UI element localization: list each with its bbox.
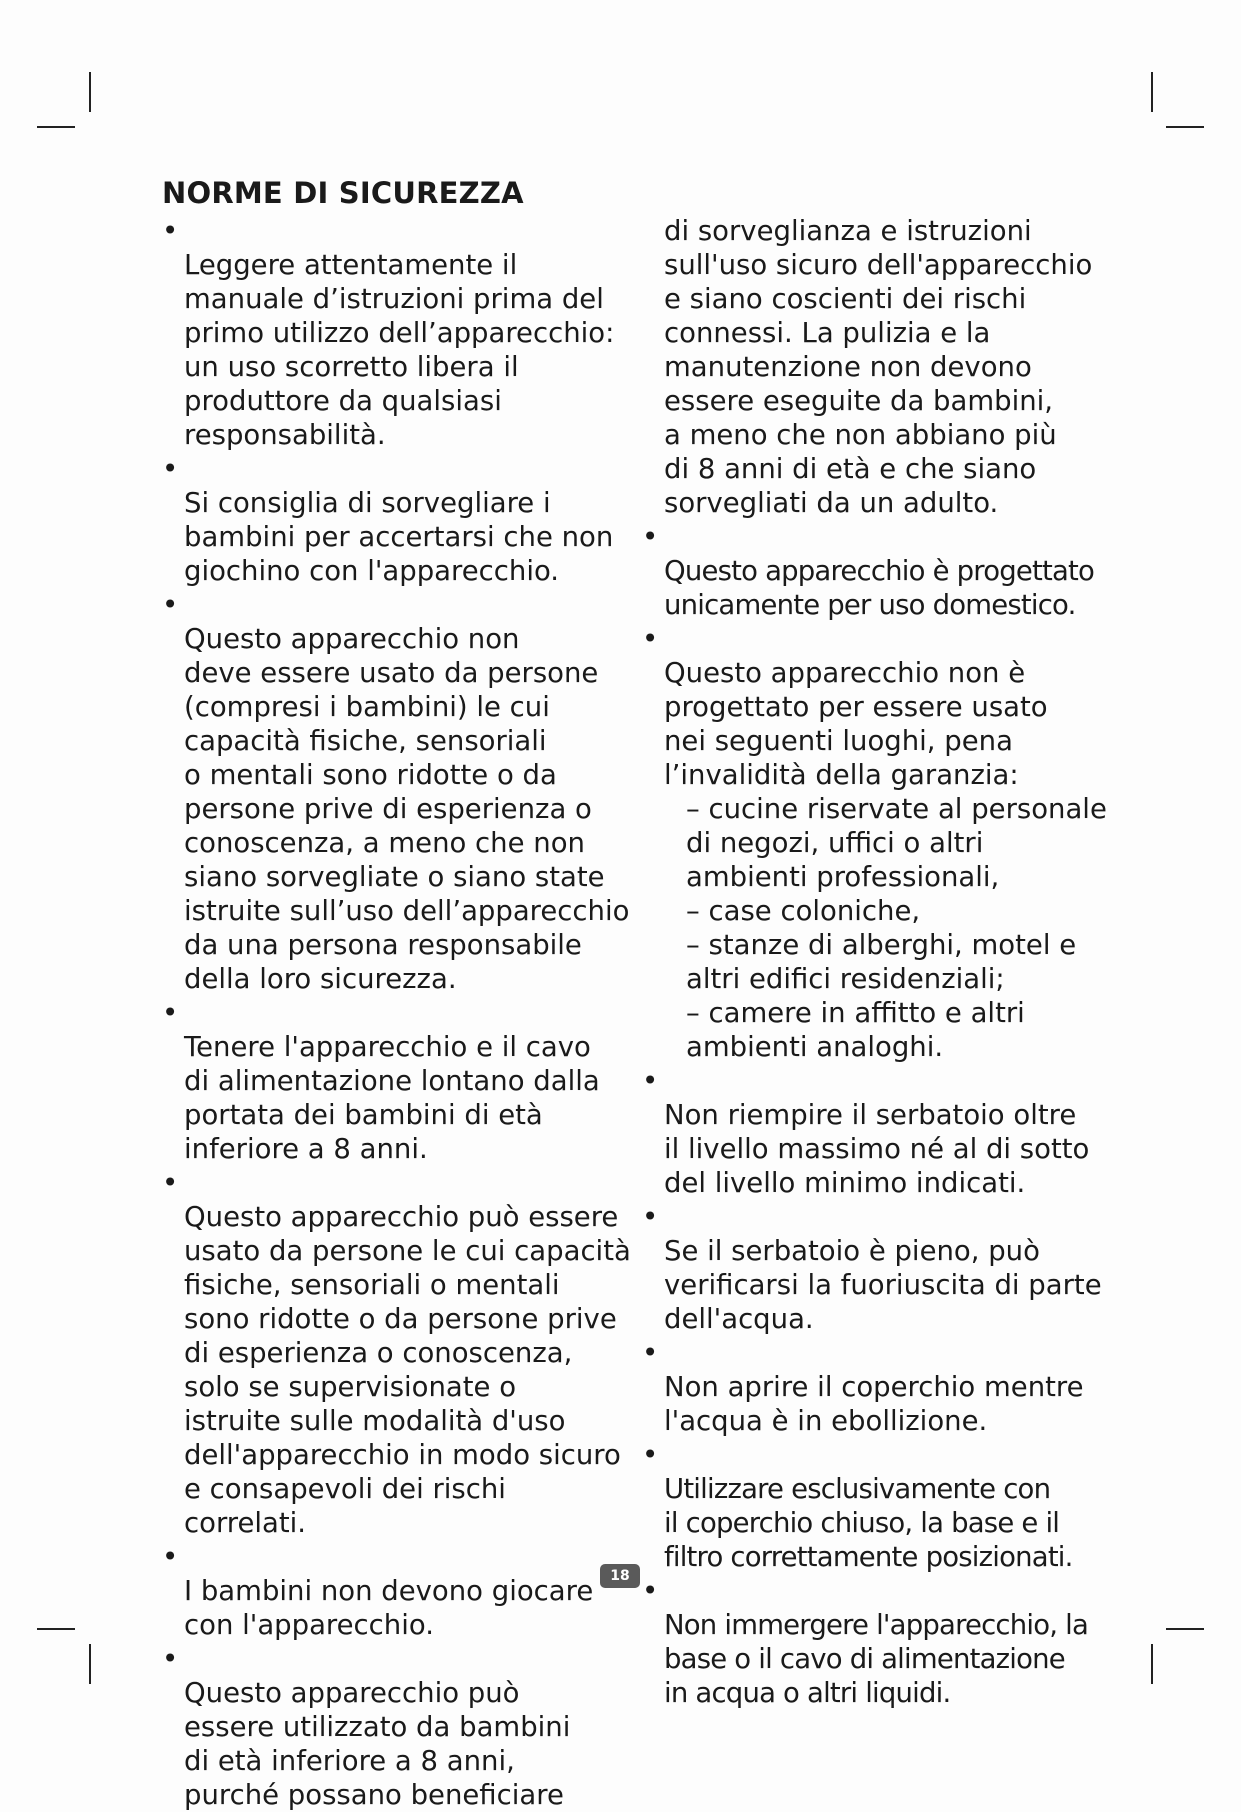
bullet-icon: • <box>162 589 179 621</box>
bullet-icon: • <box>162 1167 179 1199</box>
list-item-text: Tenere l'apparecchio e il cavo di alimentazione lontano dalla portata dei bambini di età inferiore a 8 anni. <box>184 1031 600 1165</box>
list-item-text: Questo apparecchio non deve essere usato da persone (compresi i bambini) le cui capacità fisiche, sensoriali o mentali sono ridotte o da persone prive di esperienza o conoscenza, a meno che non siano sorvegliate o siano state istruite sull’uso dell’apparecchio da una persona responsabile della loro sicurezza. <box>184 623 630 995</box>
left-column <box>162 214 632 1812</box>
bullet-icon: • <box>162 1643 179 1675</box>
list-item-text: Se il serbatoio è pieno, può verificarsi la fuoriuscita di parte dell'acqua. <box>664 1235 1102 1335</box>
bullet-icon: • <box>642 623 659 655</box>
list-item <box>162 588 632 996</box>
bullet-icon: • <box>162 997 179 1029</box>
list-item <box>642 1336 1112 1438</box>
list-item <box>642 1574 1112 1710</box>
crop-mark-top-left-h <box>37 126 75 128</box>
list-item <box>162 214 632 452</box>
bullet-icon: • <box>162 453 179 485</box>
list-item <box>162 452 632 588</box>
bullet-icon: • <box>642 1337 659 1369</box>
crop-mark-top-right-h <box>1166 126 1204 128</box>
bullet-icon: • <box>642 1575 658 1607</box>
list-item <box>642 520 1112 622</box>
list-item <box>162 996 632 1166</box>
list-item-continuation: di sorveglianza e istruzioni sull'uso sicuro dell'apparecchio e siano coscienti dei rischi connessi. La pulizia e la manutenzione non devono essere eseguite da bambini, a meno che non abbiano più di 8 anni di età e che siano sorvegliati da un adulto. <box>664 215 1093 519</box>
crop-mark-bottom-right-h <box>1166 1628 1204 1630</box>
list-item <box>162 1642 632 1812</box>
list-item <box>642 1200 1112 1336</box>
crop-mark-top-left-v <box>89 72 91 112</box>
sub-list-item: – case coloniche, <box>686 895 921 927</box>
sub-list-item: – camere in affitto e altri ambienti analoghi. <box>686 997 1025 1063</box>
list-item <box>162 1166 632 1540</box>
list-item-text: Non riempire il serbatoio oltre il livello massimo né al di sotto del livello minimo indicati. <box>664 1099 1090 1199</box>
crop-mark-bottom-left-v <box>89 1644 91 1684</box>
list-item <box>642 622 1112 792</box>
list-item-text: Non immergere l'apparecchio, la base o il cavo di alimentazione in acqua o altri liquidi. <box>664 1609 1089 1709</box>
page-number-badge: 18 <box>600 1564 640 1588</box>
bullet-icon: • <box>642 1201 659 1233</box>
bullet-icon: • <box>162 1541 179 1573</box>
section-title: NORME DI SICUREZZA <box>162 176 524 210</box>
list-item-text: Questo apparecchio non è progettato per essere usato nei seguenti luoghi, pena l’invalidità della garanzia: <box>664 657 1048 791</box>
crop-mark-bottom-left-h <box>37 1628 75 1630</box>
crop-mark-bottom-right-v <box>1151 1644 1153 1684</box>
list-item-text: Non aprire il coperchio mentre l'acqua è in ebollizione. <box>664 1371 1084 1437</box>
right-column <box>642 214 1112 1710</box>
list-item <box>162 1540 632 1642</box>
bullet-icon: • <box>642 521 658 553</box>
list-item-text: Questo apparecchio può essere utilizzato da bambini di età inferiore a 8 anni, purché possano beneficiare <box>184 1677 571 1811</box>
list-item <box>642 1438 1112 1574</box>
bullet-icon: • <box>642 1439 658 1471</box>
list-item-text: Questo apparecchio è progettato unicamente per uso domestico. <box>664 555 1095 621</box>
crop-mark-top-right-v <box>1151 72 1153 112</box>
sub-list-item: – cucine riservate al personale di negozi, uffici o altri ambienti professionali, <box>686 793 1107 893</box>
bullet-icon: • <box>162 215 179 247</box>
list-item-text: Utilizzare esclusivamente con il coperchio chiuso, la base e il filtro correttamente posizionati. <box>664 1473 1073 1573</box>
list-item <box>642 1064 1112 1200</box>
sub-list-item: – stanze di alberghi, motel e altri edifici residenziali; <box>686 929 1077 995</box>
list-item-text: Si consiglia di sorvegliare i bambini per accertarsi che non giochino con l'apparecchio. <box>184 487 614 587</box>
list-item-text: Leggere attentamente il manuale d’istruzioni prima del primo utilizzo dell’apparecchio: un uso scorretto libera il produttore da qualsiasi responsabilità. <box>184 249 615 451</box>
list-item-text: Questo apparecchio può essere usato da persone le cui capacità fisiche, sensoriali o mentali sono ridotte o da persone prive di esperienza o conoscenza, solo se supervisionate o istruite sulle modalità d'uso dell'apparecchio in modo sicuro e consapevoli dei rischi correlati. <box>184 1201 631 1539</box>
bullet-icon: • <box>642 1065 659 1097</box>
list-item-text: I bambini non devono giocare con l'apparecchio. <box>184 1575 594 1641</box>
